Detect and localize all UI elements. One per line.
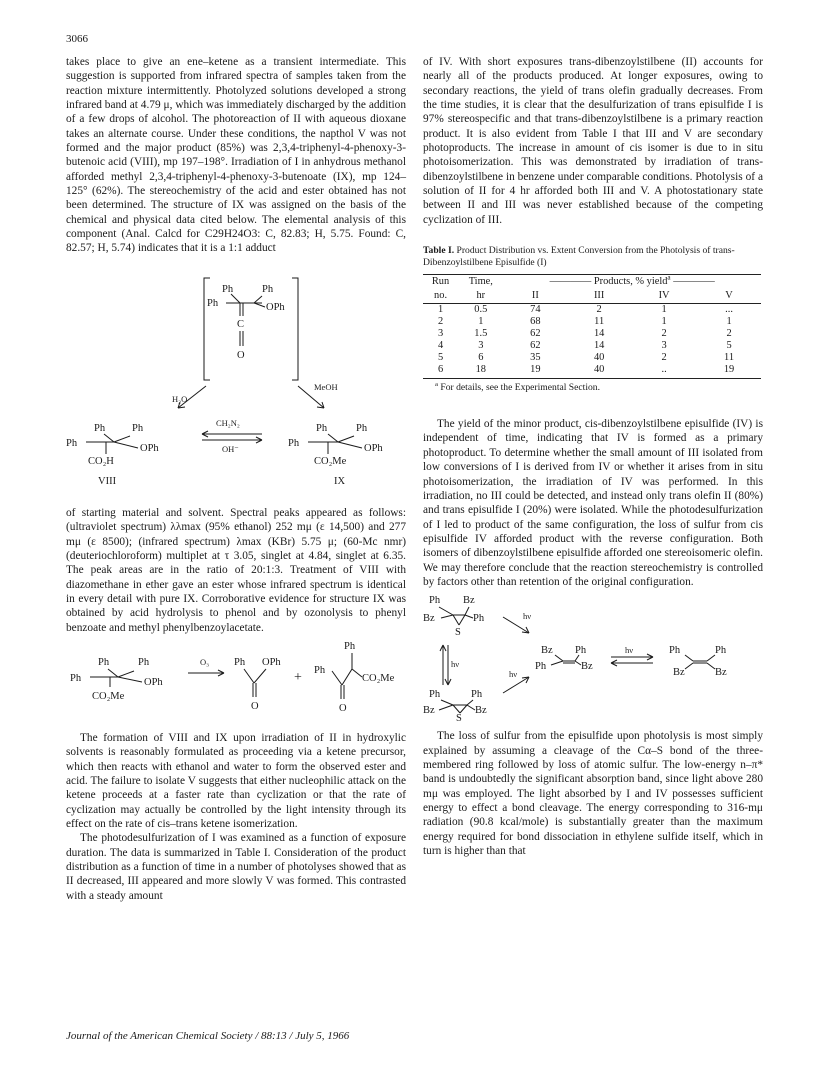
hv-label-3: hν <box>509 669 518 680</box>
ep4-ph-top-right: Ph <box>471 689 483 701</box>
viii-oph: OPh <box>140 442 159 454</box>
page-number: 3066 <box>66 33 88 45</box>
ix-co2me: CO₂Me <box>314 455 347 467</box>
left-para-1: takes place to give an ene–ketene as a transient intermediate. This suggestion is supported from infrared spectra of samples taken from the reaction mixture intermittently. Photolyzed solutions developed a strong infrared band at 4.79 μ, which was immediately discharged by the addition of a few drops of alcohol. The photoreaction of II with aqueous dioxane takes an alternate course. Under these conditions, the napthol V was not formed and the major product (85%) was 2,3,4-triphenyl-4-phenoxy-3-butenoic acid (VIII), mp 197–198°. Irradiation of I in anhydrous methanol afforded methyl 2,3,4-triphenyl-4-phenoxy-3-butenoate (IX), mp 124–125° (62%). The stereochemistry of the acid and ester obtained has not been determined. The structure of IX was assigned on the basis of the chemical and physical data cited below. The elemental analysis of this component (Anal. Calcd for C29H24O3: C, 82.83; H, 5.75. Found: C, 82.57; H, 5.74) indicates that it is a 1:1 adduct <box>66 56 406 255</box>
ix-ph-top-left: Ph <box>316 422 328 434</box>
plus-sign: + <box>294 669 302 685</box>
ix-ph-top-right: Ph <box>356 422 368 434</box>
table-cell: 1 <box>437 304 444 316</box>
table-cell: 2 <box>661 352 667 364</box>
table-cell: 11 <box>724 352 735 364</box>
acetate-ph-top: Ph <box>344 640 356 652</box>
table-cell: 2 <box>726 328 732 340</box>
benzoate-oph: OPh <box>262 656 281 668</box>
ii-ph-bottom-left: Ph <box>535 661 547 673</box>
header-col-iv: IV <box>631 289 697 304</box>
oz-ph-top-left: Ph <box>98 656 110 668</box>
table-cell: 68 <box>530 316 541 328</box>
reagent-oh-minus: OH⁻ <box>222 443 239 454</box>
header-run: Run <box>423 275 458 290</box>
table-cell: 4 <box>437 340 444 352</box>
table-cell: .. <box>631 364 697 379</box>
ep1-bz-left: Bz <box>423 613 435 625</box>
ketene-ph-top-right: Ph <box>262 283 274 295</box>
table-row <box>423 364 761 379</box>
table-cell: 18 <box>458 364 503 379</box>
table-cell: 0.5 <box>474 304 488 316</box>
table-cell: 14 <box>593 340 605 352</box>
oz-ph-left: Ph <box>70 672 82 684</box>
table-footnote: $^a$ For details, see the Experimental Section. <box>435 380 600 394</box>
table-cell: 6 <box>423 364 458 379</box>
table-cell: 62 <box>530 340 541 352</box>
right-para-3: The loss of sulfur from the episulfide upon photolysis is most simply explained by assuming a cleavage of the Cα–S bond of the three-membered ring followed by loss of atomic sulfur. The low-energy n–π* band is undoubtedly the significant absorption band, since light above 280 mμ was employed. The light absorbed by I and IV possesses sufficient energy to effect a bond cleavage. The energy corresponding to 316-mμ radiation (90.8 kcal/mole) is substantially greater than the maximum energy required for bond dissociation in ethylene sulfide itself, which in turn is higher than that <box>423 730 763 857</box>
header-run-no: no. <box>423 289 458 304</box>
benzoate-ph: Ph <box>234 656 246 668</box>
table-cell: 14 <box>593 328 605 340</box>
hv-label-1: hν <box>523 611 532 622</box>
table-cell: 11 <box>594 316 605 328</box>
table-cell: 1.5 <box>474 328 488 340</box>
table-cell: 62 <box>530 328 541 340</box>
viii-ph-top-left: Ph <box>94 422 106 434</box>
table-cell: 5 <box>726 340 732 352</box>
table-cell: 2 <box>437 316 444 328</box>
benzoate-oxygen: O <box>251 700 259 712</box>
table-cell: 5 <box>437 352 444 364</box>
viii-co2h: CO₂H <box>88 455 114 467</box>
table-cell: 74 <box>530 304 541 316</box>
ii-bz-bottom-right: Bz <box>581 661 593 673</box>
hv-label-4: hν <box>625 645 634 656</box>
table-cell: 6 <box>478 352 484 364</box>
table-row <box>423 304 761 317</box>
header-time: Time, <box>458 275 503 290</box>
table-cell: 19 <box>697 364 761 379</box>
ep4-bz-right: Bz <box>475 705 487 717</box>
table-1 <box>423 245 763 393</box>
table-cell: 3 <box>437 328 444 340</box>
reagent-h2o: H₂O <box>172 393 188 404</box>
left-column <box>66 55 406 903</box>
ii-bz-top-left: Bz <box>541 645 553 657</box>
ix-oph: OPh <box>364 442 383 454</box>
left-para-2: of starting material and solvent. Spectral peaks appeared as follows: (ultraviolet spectrum) λλmax (95% ethanol) 252 mμ (ε 14,500) and 277 mμ (ε 8500); (infrared spectrum) λmax (KBr) 5.75 μ; (60-Mc nmr) (deuteriochloroform) multiplet at τ 3.05, singlet at 4.84, singlet at 6.35. The peak areas are in the ratio of 20:1:3. Treatment of VIII with diazomethane in ether gave an ester whose infrared spectrum is identical in every detail with pure IX. Corroborative evidence for structure IX was obtained by acid hydrolysis to phenol and by ozonolysis to phenyl benzoate and methyl phenylbenzoylacetate. <box>66 506 406 634</box>
compound-label-viii: VIII <box>98 475 117 487</box>
table-caption-text: Product Distribution vs. Extent Conversion from the Photolysis of trans-Dibenzoylstilbene Episulfide (I) <box>423 245 735 269</box>
right-para-2: The yield of the minor product, cis-dibenzoylstilbene episulfide (IV) is independent of time, indicating that IV is formed as a primary photoproduct. To determine whether the small amount of III isolated from low conversions of I is derived from IV or whether it arises from in situ photoisomerization, the irradiation of IV was performed. In this irradiation, no III could be detected, and instead only trans olefin II (80%) and trans episulfide I (20%) were isolated. While the photodesulfurization of I led to product of the same configuration, the loss of sulfur from cis episulfide IV afforded product with the reverse configuration. Both isomers of dibenzoylstilbene episulfide afforded one stereoisomeric olefin. We may therefore conclude that the reaction stereochemistry is controlled by factors other than retention of the original configuration. <box>423 418 763 588</box>
product-distribution-table <box>423 274 761 379</box>
ketene-carbon: C <box>237 318 245 330</box>
oz-oph: OPh <box>144 676 163 688</box>
table-cell: 1 <box>661 304 667 316</box>
reagent-meoh: MeOH <box>314 381 338 392</box>
left-para-3: The formation of VIII and IX upon irradiation of II in hydroxylic solvents is reasonably formulated as proceeding via a ketene precursor, which then reacts with ethanol and water to form the observed ester and acid. The failure to isolate V suggests that either nucleophilic attack on the ketene proceeds at a faster rate than cyclization or that the rate of cyclization may actually be controlled by the light intensity through its effect on the rate of cis–trans ketene isomerization. <box>66 731 406 830</box>
ketene-ph-top-left: Ph <box>222 283 234 295</box>
ketene-ph-left: Ph <box>207 297 219 309</box>
ix-ph-left: Ph <box>288 437 300 449</box>
ep1-ph-right: Ph <box>473 613 485 625</box>
header-col-ii: II <box>503 289 567 304</box>
compound-label-ix: IX <box>334 475 346 487</box>
ii-ph-top-right: Ph <box>575 645 587 657</box>
iii-bz-bottom-right: Bz <box>715 667 727 679</box>
journal-footer: Journal of the American Chemical Society / 88:13 / July 5, 1966 <box>66 1030 350 1042</box>
table-cell: 1 <box>726 316 732 328</box>
right-column <box>423 55 763 858</box>
table-cell: 2 <box>596 304 602 316</box>
ep4-sulfur: S <box>456 713 462 722</box>
iii-ph-top-right: Ph <box>715 645 727 657</box>
acetate-ph-left: Ph <box>314 664 326 676</box>
scheme-ozonolysis <box>66 635 406 731</box>
table-row <box>423 340 761 352</box>
ep4-bz-left: Bz <box>423 705 435 717</box>
acetate-oxygen: O <box>339 702 347 714</box>
scheme-episulfide-isomerization <box>423 589 763 721</box>
hv-label-2: hν <box>451 659 460 670</box>
ketene-oph: OPh <box>266 301 285 313</box>
ep1-ph-top: Ph <box>429 595 441 607</box>
table-row <box>423 316 761 328</box>
right-para-1: of IV. With short exposures trans-dibenzoylstilbene (II) accounts for nearly all of the products produced. At longer exposures, owing to secondary reactions, the yield of trans olefin gradually decreases. From the time studies, it is clear that the desulfurization of trans episulfide I is 97% stereospecific and that trans-dibenzoylstilbene is a primary reaction product. It is also evident from Table I that III and V are secondary photoproducts. The increase in amount of cis isomer is due to in situ photoisomerization. This was demonstrated by irradiation of trans-dibenzoylstilbene in benzene under comparable conditions. Photolysis of a solution of II for 4 hr afforded both III and V. A photostationary state between II and III was never established because of the competing cyclization of III. <box>423 56 763 226</box>
table-cell: 35 <box>530 352 541 364</box>
oz-co2me: CO₂Me <box>92 690 125 702</box>
scheme-ketene-reactions <box>66 256 406 506</box>
viii-ph-left: Ph <box>66 437 78 449</box>
table-cell: 19 <box>503 364 567 379</box>
table-cell: 40 <box>593 352 605 364</box>
viii-ph-top-right: Ph <box>132 422 144 434</box>
table-cell: 2 <box>661 328 667 340</box>
table-cell: 1 <box>661 316 667 328</box>
header-time-hr: hr <box>458 289 503 304</box>
table-label: Table I. <box>423 245 455 257</box>
header-col-iii: III <box>567 289 631 304</box>
table-caption <box>423 245 763 269</box>
left-para-4: The photodesulfurization of I was examined as a function of exposure duration. The data is summarized in Table I. Consideration of the product distribution as a function of time in a number of photolyses showed that as II decreased, III appeared and more slowly V was formed. This contrasted with a steady amount <box>66 832 406 902</box>
ep1-sulfur: S <box>455 627 461 639</box>
oz-ph-top-right: Ph <box>138 656 150 668</box>
table-cell: 40 <box>567 364 631 379</box>
header-col-v: V <box>697 289 761 304</box>
ketene-oxygen: O <box>237 349 245 361</box>
iii-ph-top-left: Ph <box>669 645 681 657</box>
header-products: ———— Products, % yield$^a$ ———— <box>503 275 761 290</box>
table-cell: 3 <box>661 340 667 352</box>
table-row <box>423 328 761 340</box>
table-cell: 3 <box>478 340 484 352</box>
table-row <box>423 352 761 364</box>
ep4-ph-top-left: Ph <box>429 689 441 701</box>
iii-bz-bottom-left: Bz <box>673 667 685 679</box>
table-cell: ... <box>725 304 733 316</box>
table-cell: 1 <box>478 316 484 328</box>
acetate-co2me: CO₂Me <box>362 672 395 684</box>
ep1-bz-top: Bz <box>463 595 475 607</box>
reagent-o3: O₃ <box>200 656 210 667</box>
reagent-ch2n2: CH₂N₂ <box>216 417 240 428</box>
